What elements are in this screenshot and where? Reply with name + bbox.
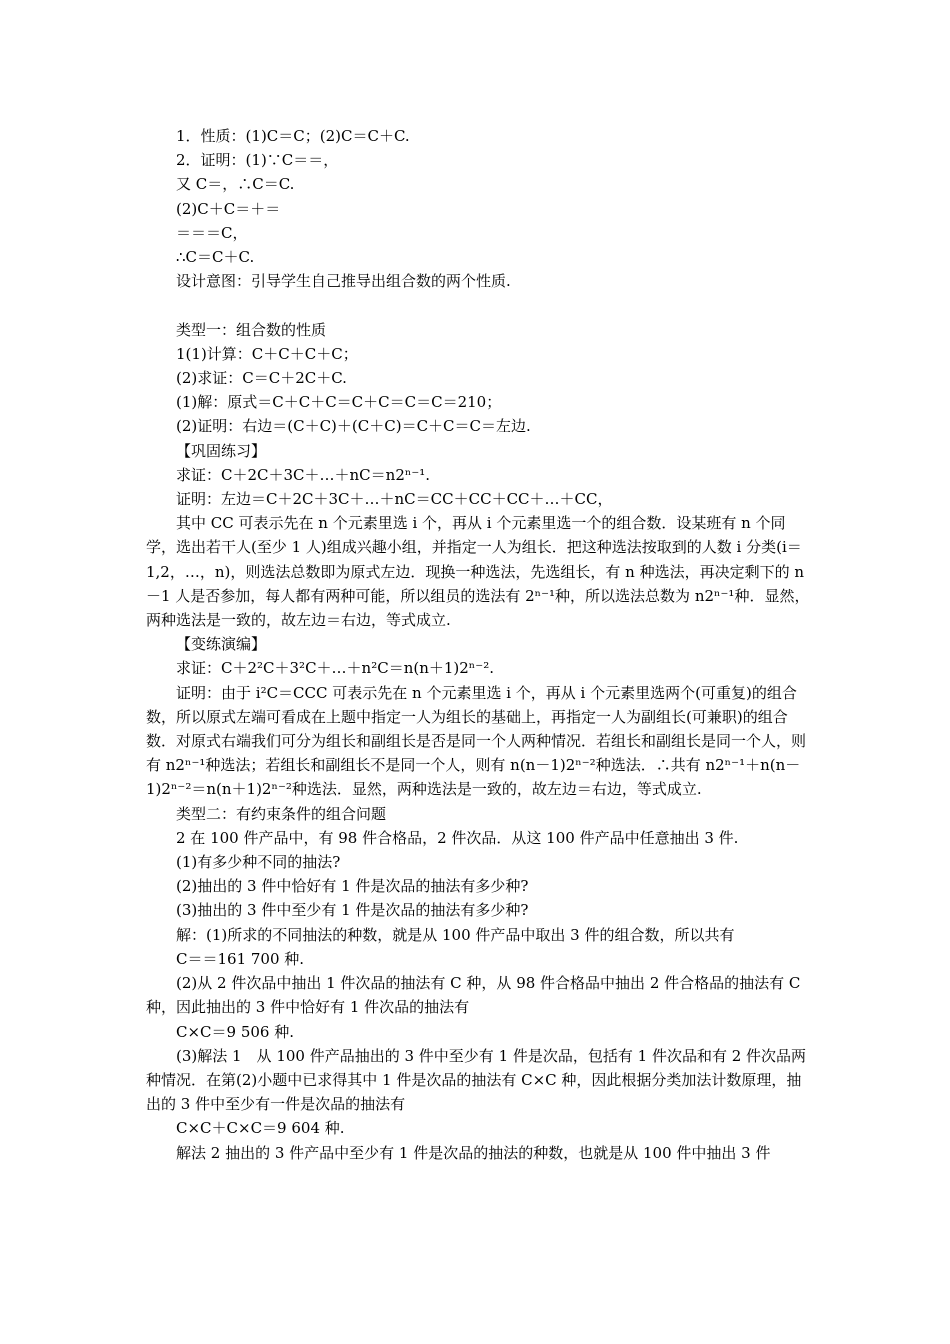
paragraph: (2)求证：C＝C＋2C＋C.: [176, 369, 347, 388]
paragraph: 证明：由于 i²C＝CCC 可表示先在 n 个元素里选 i 个，再从 i 个元素里选两个(可重复)的组合数，所以原式左端可看成在上题中指定一人为组长的基础上，再指定一人为副组长(可兼职)的组合数．对原式右端我们可分为组长和副组长是否是同一个人两种情况．若组长和副组长是同一个人，则有 n2ⁿ⁻¹种选法；若组长和副组长不是同一个人，则有 n(n－1)2ⁿ⁻²种选法．∴共有 n2ⁿ⁻¹＋n(n－1)2ⁿ⁻²＝n(n＋1)2ⁿ⁻²种选法．显然，两种选法是一致的，故左边＝右边，等式成立.: [146, 683, 807, 799]
paragraph: (3)解法 1 从 100 件产品抽出的 3 件中至少有 1 件是次品，包括有 1 件次品和有 2 件次品两种情况．在第(2)小题中已求得其中 1 件是次品的抽法有 C×C 种，因此根据分类加法计数原理，抽出的 3 件中至少有一件是次品的抽法有: [146, 1046, 807, 1114]
document-body: [146, 124, 810, 1165]
paragraph: (2)证明：右边＝(C＋C)＋(C＋C)＝C＋C＝C＝左边.: [176, 417, 531, 436]
paragraph: C＝＝161 700 种.: [176, 949, 305, 968]
paragraph: (1)有多少种不同的抽法?: [176, 853, 341, 872]
paragraph: 类型一：组合数的性质: [176, 320, 327, 339]
paragraph: 【巩固练习】: [176, 441, 267, 460]
paragraph: 其中 CC 可表示先在 n 个元素里选 i 个，再从 i 个元素里选一个的组合数．设某班有 n 个同学，选出若干人(至少 1 人)组成兴趣小组，并指定一人为组长．把这种选法按取到的人数 i 分类(i＝1,2，…，n)，则选法总数即为原式左边．现换一种选法，先选组长，有 n 种选法，再决定剩下的 n－1 人是否参加，每人都有两种可能，所以组员的选法有 2ⁿ⁻¹种，所以选法总数为 n2ⁿ⁻¹种．显然，两种选法是一致的，故左边＝右边，等式成立.: [146, 514, 810, 630]
paragraph: (2)从 2 件次品中抽出 1 件次品的抽法有 C 种，从 98 件合格品中抽出 2 件合格品的抽法有 C 种，因此抽出的 3 件中恰好有 1 件次品的抽法有: [146, 974, 801, 1017]
paragraph: ＝＝＝C，: [176, 223, 248, 242]
paragraph: 又 C＝，∴C＝C.: [176, 175, 295, 194]
paragraph: ∴C＝C＋C.: [176, 248, 255, 267]
paragraph: C×C＝9 506 种.: [176, 1022, 295, 1041]
paragraph: (2)C＋C＝＋＝: [176, 199, 281, 218]
paragraph: (3)抽出的 3 件中至少有 1 件是次品的抽法有多少种?: [176, 901, 529, 920]
paragraph: 证明：左边＝C＋2C＋3C＋…＋nC＝CC＋CC＋CC＋…＋CC，: [176, 490, 613, 509]
paragraph: (2)抽出的 3 件中恰好有 1 件是次品的抽法有多少种?: [176, 877, 529, 896]
blank-line: [146, 293, 810, 317]
paragraph: C×C＋C×C＝9 604 种.: [176, 1119, 345, 1138]
paragraph: 类型二：有约束条件的组合问题: [176, 804, 387, 823]
paragraph: 解法 2 抽出的 3 件产品中至少有 1 件是次品的抽法的种数，也就是从 100 件中抽出 3 件: [176, 1143, 771, 1162]
paragraph: 1(1)计算：C＋C＋C＋C；: [176, 344, 358, 363]
paragraph: 求证：C＋2²C＋3²C＋…＋n²C＝n(n＋1)2ⁿ⁻².: [176, 659, 494, 678]
paragraph: 求证：C＋2C＋3C＋…＋nC＝n2ⁿ⁻¹.: [176, 465, 431, 484]
paragraph: 解：(1)所求的不同抽法的种数，就是从 100 件产品中取出 3 件的组合数，所以共有: [176, 925, 735, 944]
paragraph: 设计意图：引导学生自己推导出组合数的两个性质.: [176, 272, 511, 291]
paragraph: 2．证明：(1)∵C＝＝，: [176, 151, 339, 170]
paragraph: (1)解：原式＝C＋C＋C＝C＋C＝C＝C＝210；: [176, 393, 502, 412]
paragraph: 【变练演编】: [176, 635, 267, 654]
paragraph: 2 在 100 件产品中，有 98 件合格品，2 件次品．从这 100 件产品中任意抽出 3 件.: [176, 828, 739, 847]
paragraph: 1．性质：(1)C＝C；(2)C＝C＋C.: [176, 127, 410, 145]
